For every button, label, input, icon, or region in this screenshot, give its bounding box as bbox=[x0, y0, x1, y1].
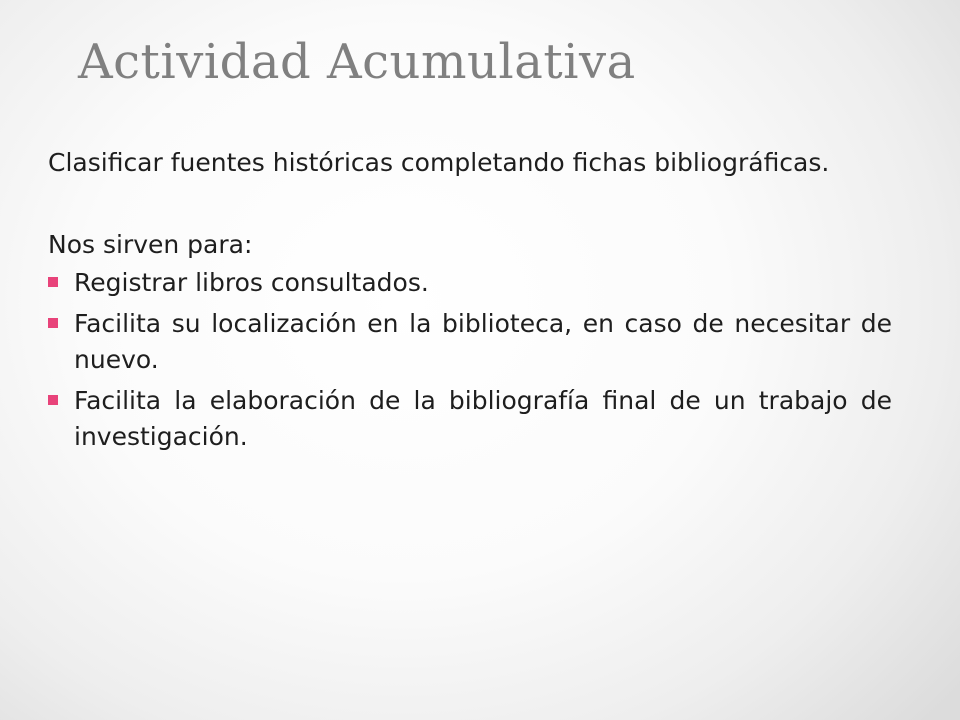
bullet-item bbox=[48, 306, 892, 378]
lead-text: Nos sirven para: bbox=[48, 230, 253, 259]
bullet-list bbox=[48, 265, 892, 455]
bullet-text: Facilita su localización en la biblioteca, en caso de necesitar de nuevo. bbox=[74, 309, 892, 374]
bullet-text: Registrar libros consultados. bbox=[74, 268, 429, 297]
square-bullet-icon bbox=[48, 395, 58, 405]
intro-paragraph: Clasificar fuentes históricas completando fichas bibliográficas. bbox=[48, 148, 830, 177]
bullet-text: Facilita la elaboración de la bibliografía final de un trabajo de investigación. bbox=[74, 386, 892, 451]
paragraph-spacer bbox=[48, 181, 892, 227]
square-bullet-icon bbox=[48, 277, 58, 287]
bullet-item bbox=[48, 383, 892, 455]
square-bullet-icon bbox=[48, 318, 58, 328]
slide-body bbox=[48, 145, 892, 460]
slide-title: Actividad Acumulativa bbox=[78, 34, 636, 90]
bullet-item bbox=[48, 265, 892, 301]
